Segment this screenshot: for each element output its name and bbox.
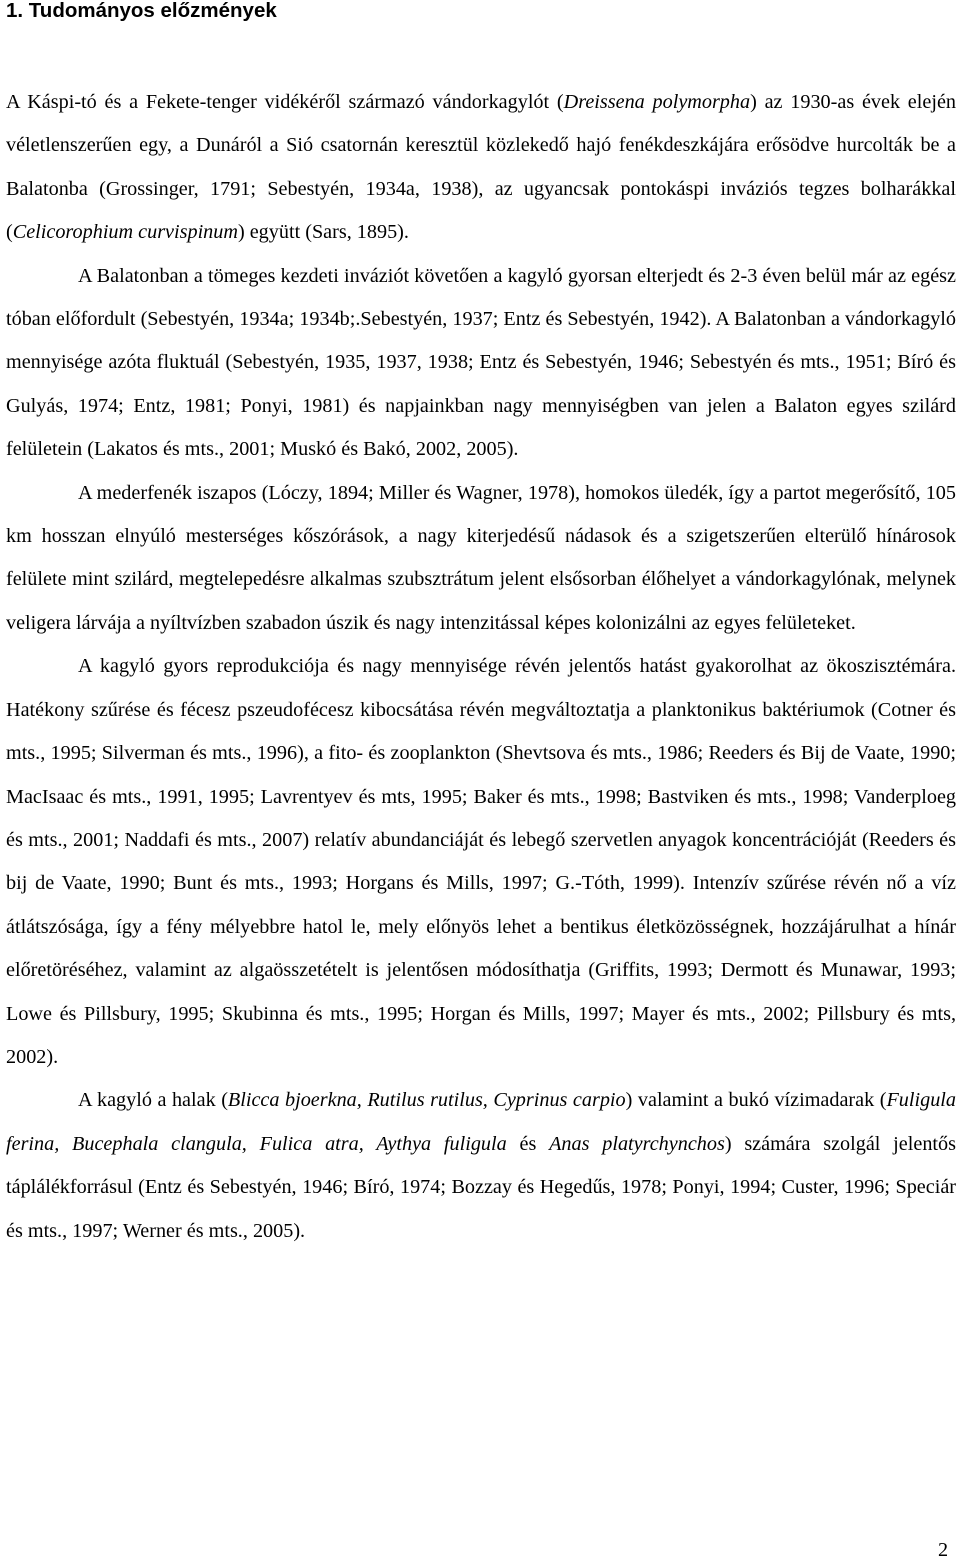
paragraph xyxy=(6,645,956,1079)
paragraph xyxy=(6,255,956,472)
species-name: Dreissena polymorpha xyxy=(563,91,751,113)
text-run: ) az 1930-as évek elején véletlenszerűen egy, a Dunáról a Sió csatornán keresztül közlekedő hajó fenékdeszkájára erősödve hurcolták be a Balatonba (Grossinger, 1791; Sebestyén, 1934a, 1938), az ugyancsak pontokáspi inváziós tegzes bolharákkal ( xyxy=(6,91,957,244)
species-name: Celicorophium curvispinum xyxy=(12,221,238,244)
text-run: ) együtt (Sars, 1895). xyxy=(237,221,409,244)
text-run: A Káspi-tó és a Fekete-tenger vidékéről származó vándorkagylót ( xyxy=(6,91,564,113)
text-run: A mederfenék iszapos (Lóczy, 1894; Miller és Wagner, 1978), homokos üledék, így a partot megerősítő, 105 km hosszan elnyúló mesterséges kőszórások, a nagy kiterjedésű nádasok és a szigetszerűen elterülő hínárosok felülete mint szilárd, megtelepedésre alkalmas szubsztrátum jelent elsősorban élőhelyet a vándorkagylónak, melynek veligera lárvája a nyíltvízben szabadon úszik és nagy intenzitással képes kolonizálni az egyes felületeket. xyxy=(6,481,956,634)
body-text xyxy=(6,81,956,1253)
paragraph xyxy=(6,1079,956,1253)
species-name: Fuligula ferina, Bucephala clangula, Fulica atra, Aythya fuligula xyxy=(6,1089,957,1155)
text-run: A kagyló gyors reprodukciója és nagy mennyisége révén jelentős hatást gyakorolhat az ökoszisztémára. Hatékony szűrése és fécesz pszeudofécesz kibocsátása révén megváltoztatja a planktonikus baktériumok (Cotner és mts., 1995; Silverman és mts., 1996), a fito- és zooplankton (Shevtsova és mts., 1986; Reeders és Bij de Vaate, 1990; MacIsaac és mts., 1991, 1995; Lavrentyev és mts, 1995; Baker és mts., 1998; Bastviken és mts., 1998; Vanderploeg és mts., 2001; Naddafi és mts., 2007) relatív abundanciáját és lebegő szervetlen anyagok koncentrációját (Reeders és bij de Vaate, 1990; Bunt és mts., 1993; Horgans és Mills, 1997; G.-Tóth, 1999). Intenzív szűrése révén nő a víz átlátszósága, így a fény mélyebbre hatol le, mely előnyös lehet a bentikus életközösségnek, hozzájárulhat a hínár előretöréséhez, valamint az algaösszetételt is jelentősen módosíthatja (Griffits, 1993; Dermott és Munawar, 1993; Lowe és Pillsbury, 1995; Skubinna és mts., 1995; Horgan és Mills, 1997; Mayer és mts., 2002; Pillsbury és mts, 2002). xyxy=(6,655,956,1068)
text-run: A Balatonban a tömeges kezdeti inváziót követően a kagyló gyorsan elterjedt és 2-3 éven belül már az egész tóban előfordult (Sebestyén, 1934a; 1934b;.Sebestyén, 1937; Entz és Sebestyén, 1942). A Balatonban a vándorkagyló mennyisége azóta fluktuál (Sebestyén, 1935, 1937, 1938; Entz és Sebestyén, 1946; Sebestyén és mts., 1951; Bíró és Gulyás, 1974; Entz, 1981; Ponyi, 1981) és napjainkban nagy mennyiségben van jelen a Balaton egyes szilárd felületein (Lakatos és mts., 2001; Muskó és Bakó, 2002, 2005). xyxy=(6,264,956,461)
text-run: és xyxy=(506,1132,550,1155)
paragraph xyxy=(6,472,956,646)
species-name: Blicca bjoerkna, Rutilus rutilus, Cyprinus carpio xyxy=(227,1089,626,1112)
species-name: Anas platyrchynchos xyxy=(549,1132,725,1155)
section-heading: 1. Tudományos előzmények xyxy=(6,0,277,22)
text-run: ) számára szolgál jelentős táplálékforrásul (Entz és Sebestyén, 1946; Bíró, 1974; Bozzay és Hegedűs, 1978; Ponyi, 1994; Custer, 1996; Speciár és mts., 1997; Werner és mts., 2005). xyxy=(6,1132,956,1242)
paragraph xyxy=(6,81,956,255)
text-run: ) valamint a bukó vízimadarak ( xyxy=(625,1089,887,1112)
page-number: 2 xyxy=(938,1539,949,1561)
text-run: A kagyló a halak ( xyxy=(78,1089,228,1112)
